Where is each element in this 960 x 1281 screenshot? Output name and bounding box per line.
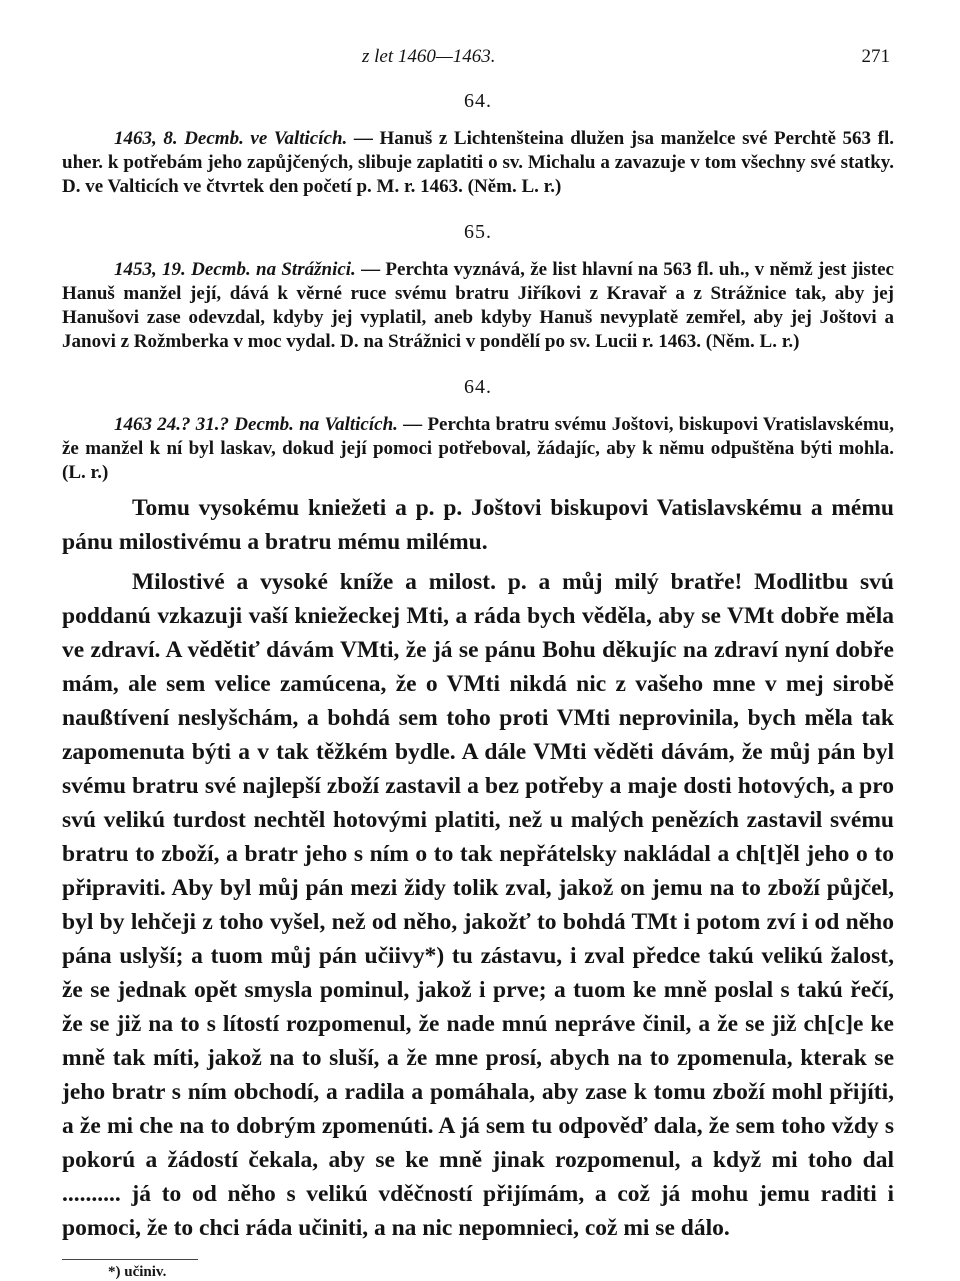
document-date: 1453, 19. Decmb. na Strážnici.	[114, 259, 356, 280]
book-page	[62, 38, 894, 1281]
document-regest	[62, 127, 894, 199]
document-regest	[62, 413, 894, 485]
document-date: 1463, 8. Decmb. ve Valticích.	[114, 128, 348, 149]
footnote: *) učiniv.	[108, 1264, 167, 1280]
document-summary: — Perchta vyznává, že list hlavní na 563 fl. uh., v němž jest jistec Hanuš manžel její, dává k věrné ruce svému bratru Jiříkovi z Kravař a z Strážnice tak, aby jej Hanušovi zase odevzdal, kdyby jej vyplatil, aneb kdyby Hanuš nevyplatě zemřel, aby jej Joštovi a Janovi z Rožmberka v moc vydal. D. na Strážnici v pondělí po sv. Lucii r. 1463. (Něm. L. r.)	[62, 259, 894, 352]
page-number: 271	[861, 46, 890, 67]
document-number: 65.	[464, 221, 492, 243]
document-date: 1463 24.? 31.? Decmb. na Valticích.	[114, 414, 398, 435]
running-title: z let 1460—1463.	[362, 46, 496, 67]
document-summary: — Hanuš z Lichtenšteina dlužen jsa manželce své Perchtě 563 fl. uher. k potřebám jeho zapůjčených, slibuje zaplatiti o sv. Michalu a zavazuje v tom všechny své statky. D. ve Valticích ve čtvrtek den početí p. M. r. 1463. (Něm. L. r.)	[62, 128, 894, 197]
letter-text	[62, 491, 894, 1245]
document-65	[62, 221, 894, 354]
document-number: 64.	[464, 376, 492, 398]
document-number: 64.	[464, 90, 492, 112]
footnote-divider	[62, 1259, 198, 1260]
letter-body: Milostivé a vysoké kníže a milost. p. a můj milý bratře! Modlitbu svú poddanú vzkazuji vaší kniežeckej Mti, a ráda bych věděla, aby se VMt dobře měla ve zdraví. A vědětiť dávám VMti, že já se pánu Bohu děkujíc na zdraví nyní dobře mám, ale sem velice zamúcena, že o VMti nikdá nic z vašeho mne v mej sirobě naußtívení neslyšchám, a bohdá sem toho proti VMti neprovinila, bych měla tak zapomenuta býti a v tak těžkém bydle. A dále VMti věděti dávám, že můj pán byl svému bratru své najlepší zboží zastavil a bez potřeby a maje dosti hotových, a pro svú velikú turdost nechtěl hotovými platiti, než u malých penězích zastavil svému bratru to zboží, a bratr jeho s ním o to tak nepřátelsky nakládal a ch[t]ěl jeho o to připraviti. Aby byl můj pán mezi židy tolik zval, jakož on jemu na to zboží půjčel, byl by lehčeji z toho vyšel, než od něho, jakožť to bohdá TMt i potom zví i od něho pána uslyší; a tuom můj pán učiivy*) tu zástavu, i zval předce takú velikú žalost, že se jednak opět smysla pominul, jakož i prve; a tuom ke mně poslal s takú řečí, že se již na to s lítostí rozpomenul, že nade mnú nepráve činil, a že se již ch[c]e ke mně tak míti, jakož na to sluší, a že mne prosí, abych na to zpomenula, kterak se jeho bratr s ním obchodí, a radila a pomáhala, aby zase k tomu zboží mohl přijíti, a že mi che na to dobrým zpomenúti. A já sem tu odpověď dala, že sem toho vždy s pokorú a žádostí čekala, aby se ke mně jinak rozpomenul, a když mi toho dal .......... já to od něho s velikú vděčností přijímám, a což já mohu jemu raditi i pomoci, že to chci ráda učiniti, a na nic nepomnieci, což mi se dálo.	[62, 569, 894, 1241]
document-summary: — Perchta bratru svému Joštovi, biskupovi Vratislavskému, že manžel k ní byl laskav, dokud její pomoci potřeboval, žádajíc, aby k němu odpuštěna býti mohla. (L. r.)	[62, 414, 894, 483]
document-64b	[62, 376, 894, 485]
document-regest	[62, 258, 894, 354]
letter-address: Tomu vysokému kniežeti a p. p. Joštovi biskupovi Vatislavskému a mému pánu milostivému a bratru mému milému.	[62, 495, 894, 555]
document-64	[62, 90, 894, 199]
page-header	[62, 38, 894, 78]
